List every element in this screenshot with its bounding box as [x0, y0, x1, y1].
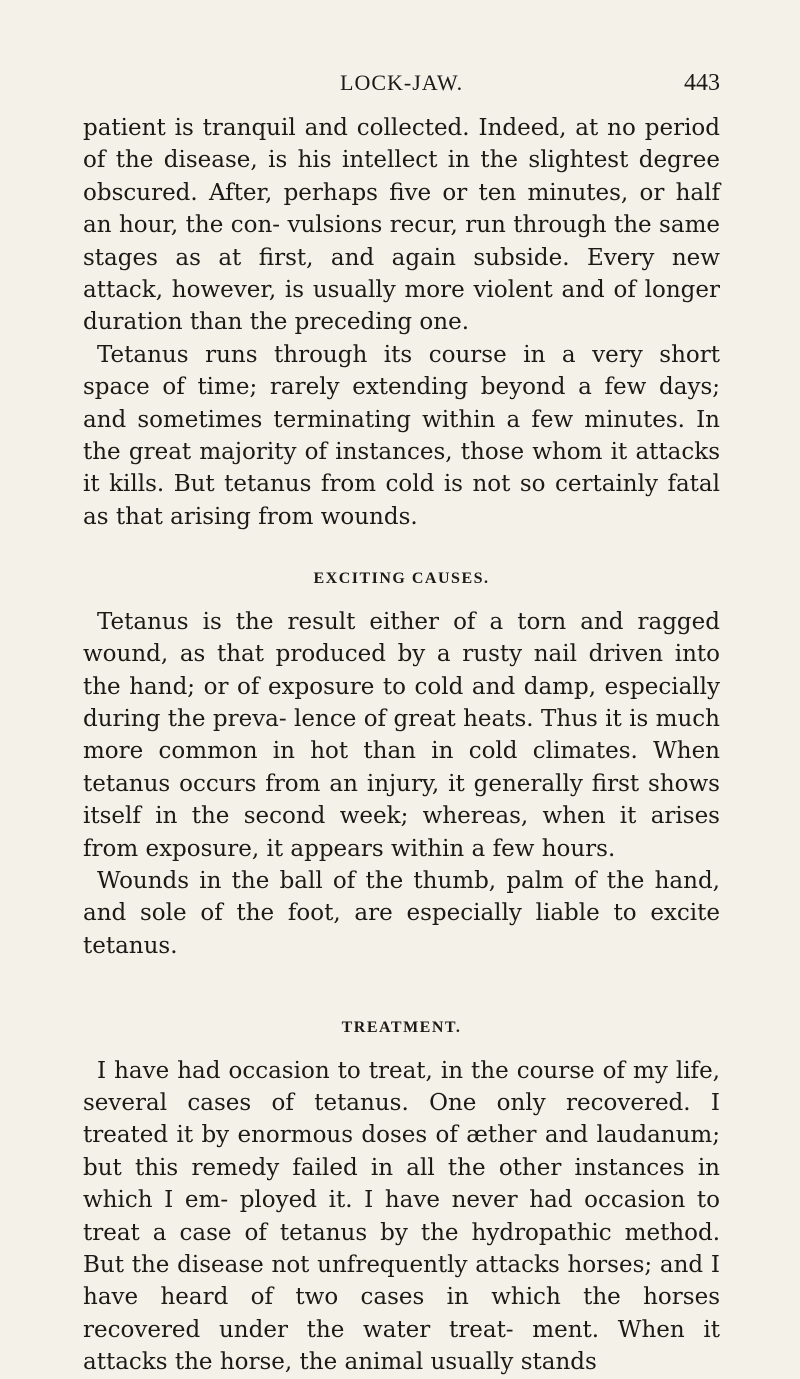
- paragraph-tetanus-course: Tetanus runs through its course in a very short space of time; rarely extending beyond a few days; and sometimes terminating within a few minutes. In the great majority of instances, those whom it attacks it kills. But tetanus from cold is not so certainly fatal as that arising from wounds.: [83, 341, 720, 530]
- paragraph-tetanus-causes: Tetanus is the result either of a torn and ragged wound, as that produced by a rusty nail driven into the hand; or of exposure to cold and damp, especially during the preva- lence of great heats. Thus it is much more common in hot than in cold climates. When tetanus occurs from an injury, it generally first shows itself in the second week; whereas, when it arises from exposure, it appears within a few hours.: [83, 608, 720, 862]
- body-text: [83, 112, 720, 1379]
- running-head: [340, 70, 720, 102]
- page-number: 443: [684, 70, 720, 96]
- paragraph-treatment: I have had occasion to treat, in the course of my life, several cases of tetanus. One only recovered. I treated it by enormous doses of æther and laudanum; but this remedy failed in all the other instances in which I em- ployed it. I have never had occasion to treat a case of tetanus by the hydropathic method. But the disease not unfrequently attacks horses; and I have heard of two cases in which the horses recovered under the water treat- ment. When it attacks the horse, the animal usually stands: [83, 1057, 720, 1376]
- running-title: LOCK-JAW.: [340, 70, 464, 95]
- section-heading-treatment: TREATMENT.: [341, 1019, 462, 1037]
- section-heading-exciting-causes: EXCITING CAUSES.: [313, 570, 490, 588]
- paragraph-wounds: Wounds in the ball of the thumb, palm of the hand, and sole of the foot, are especially liable to excite tetanus.: [83, 867, 720, 959]
- paragraph-continued: patient is tranquil and collected. Indeed, at no period of the disease, is his intellect in the slightest degree obscured. After, perhaps five or ten minutes, or half an hour, the con- vulsions recur, run through the same stages as at first, and again subside. Every new attack, however, is usually more violent and of longer duration than the preceding one.: [83, 115, 720, 336]
